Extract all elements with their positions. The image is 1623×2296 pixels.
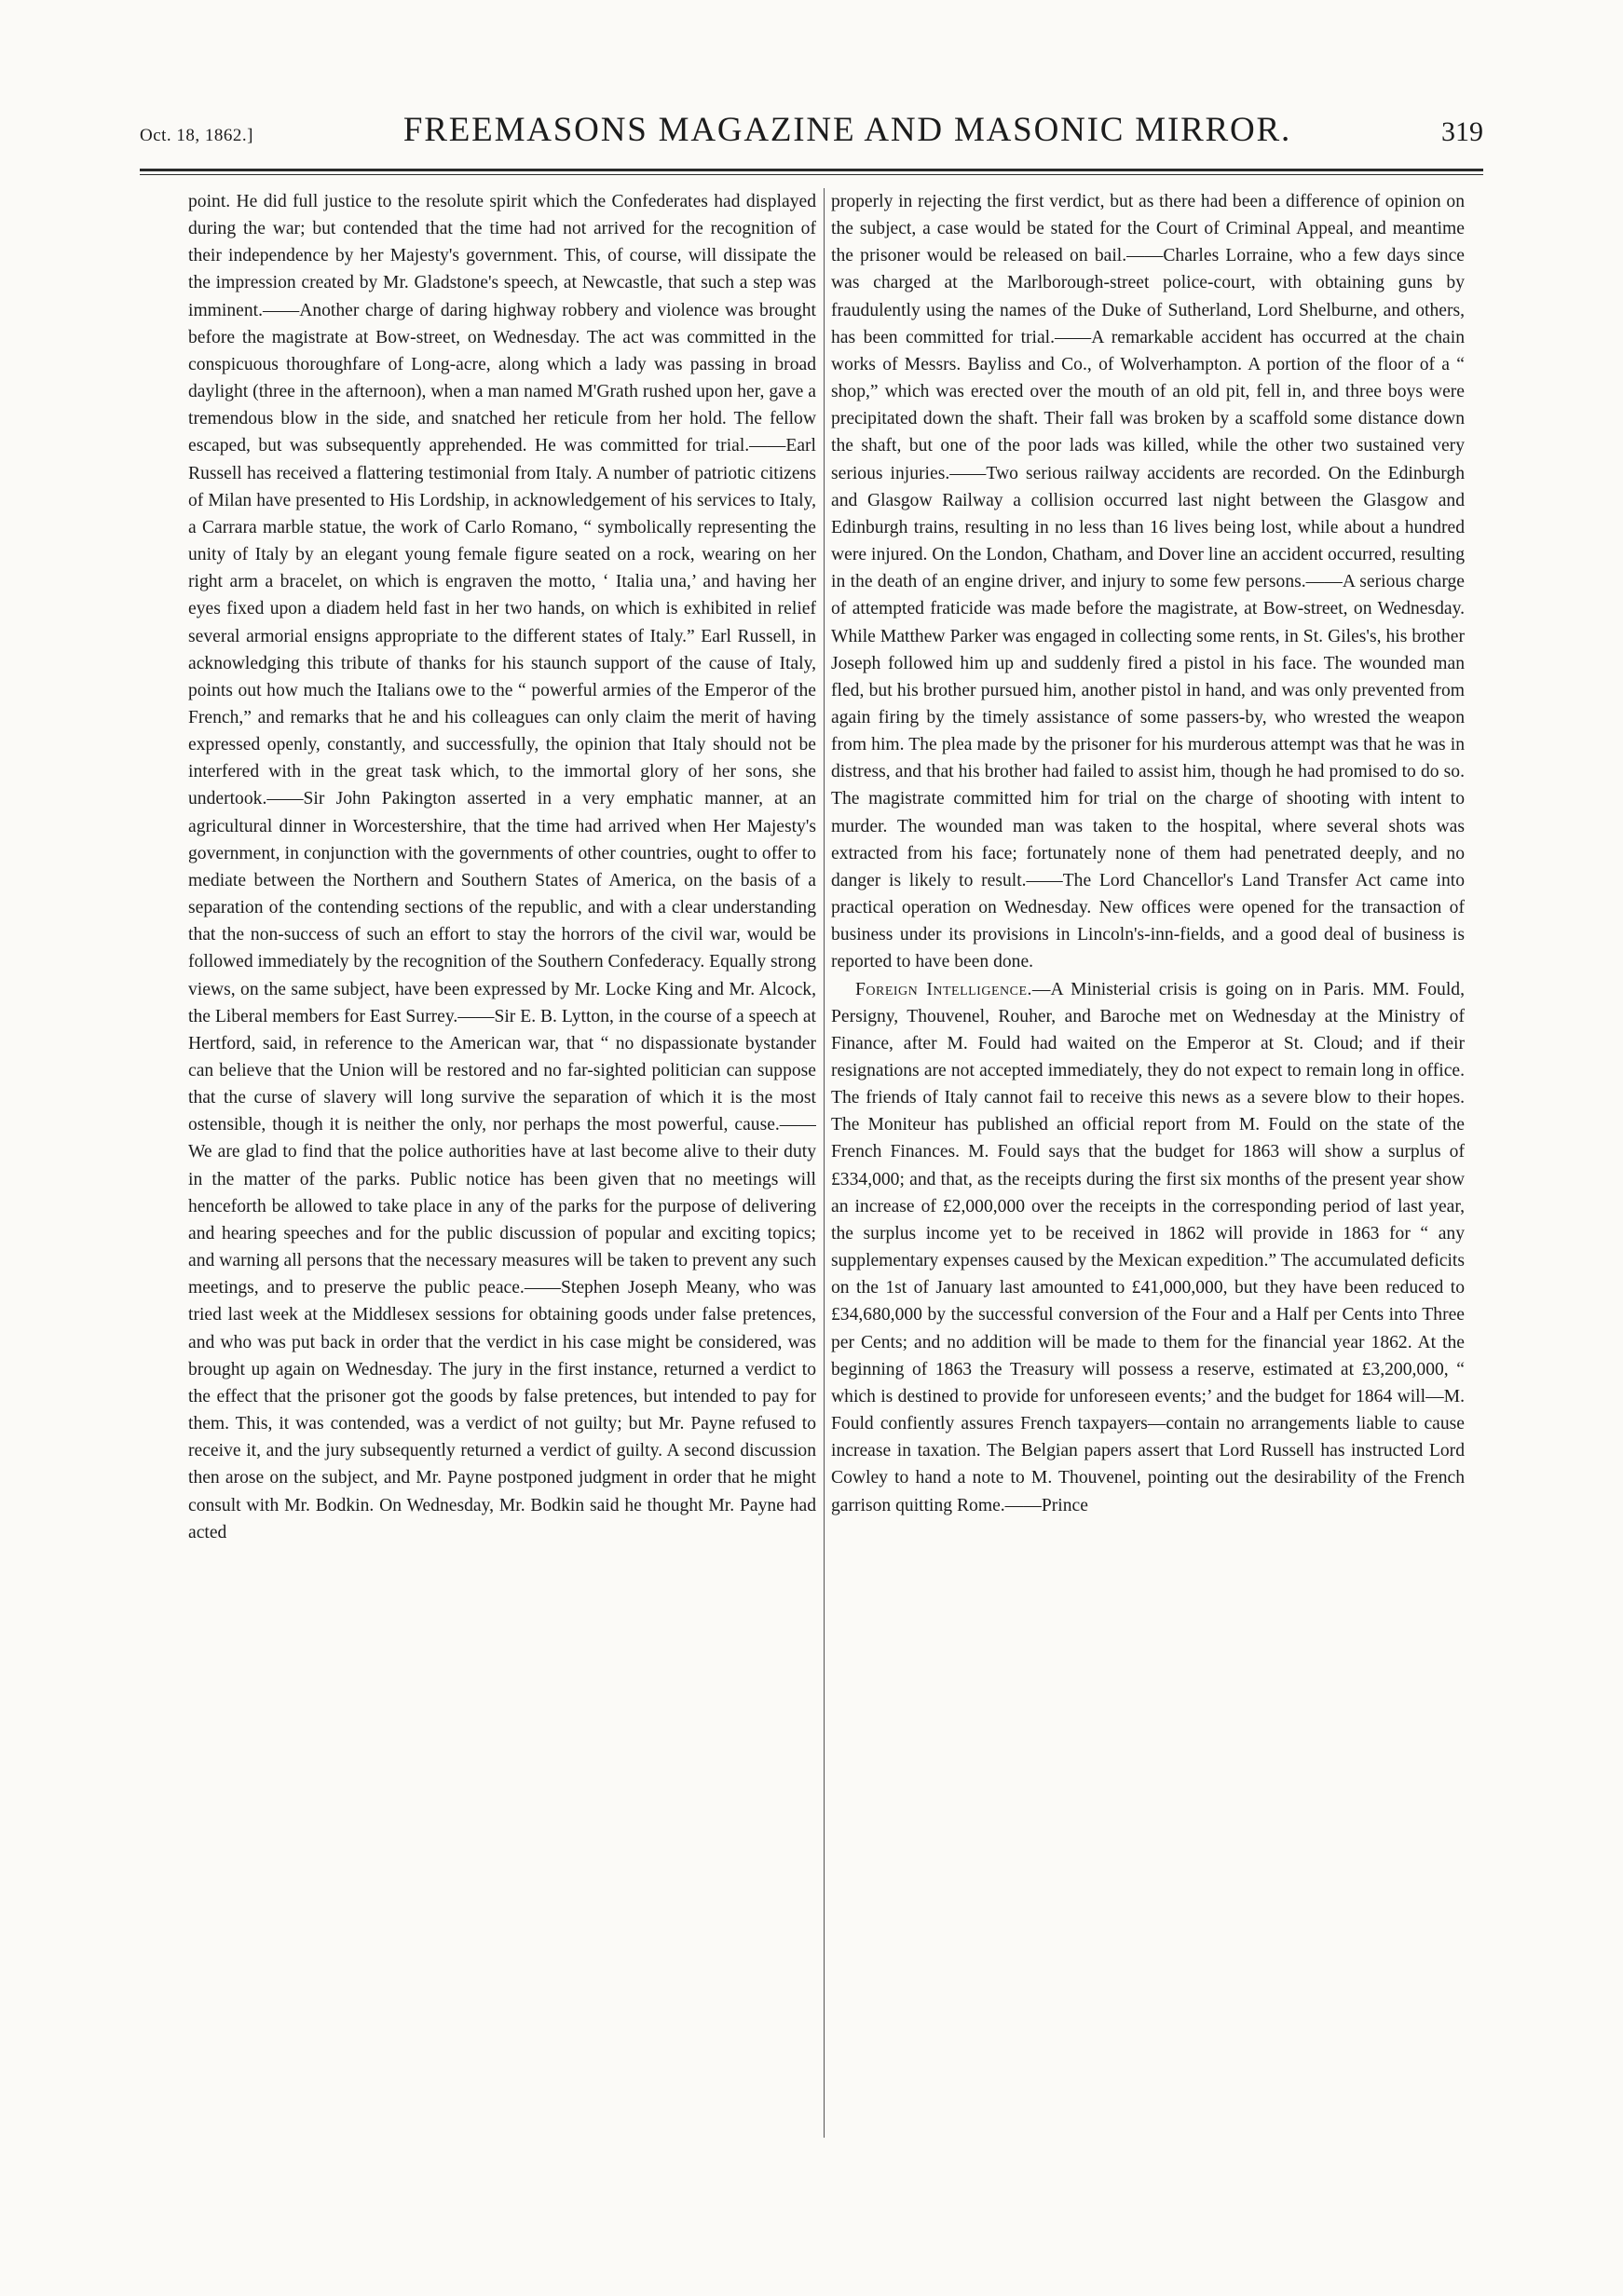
running-head bbox=[140, 110, 1483, 160]
magazine-title: FREEMASONS MAGAZINE AND MASONIC MIRROR. bbox=[402, 111, 1292, 149]
issue-date: Oct. 18, 1862.] bbox=[140, 126, 254, 145]
page-number: 319 bbox=[1441, 116, 1483, 147]
header-rule-thick bbox=[140, 169, 1483, 171]
foreign-intelligence-paragraph bbox=[831, 976, 1465, 1519]
right-column-paragraph: properly in rejecting the first verdict, but as there had been a difference of opinion on the subject, a case would be stated for the Court of Criminal Appeal, and meantime the prisoner would be released on bail.——Charles Lorraine, who a few days since was charged at the Marlborough-street police-court, with obtaining guns by fraudulently using the names of the Duke of Sutherland, Lord Shelburne, and others, has been committed for trial.——A remarkable accident has occurred at the chain works of Messrs. Bayliss and Co., of Wolverhampton. A portion of the floor of a “ shop,” which was erected over the mouth of an old pit, fell in, and three boys were precipitated down the shaft. Their fall was broken by a scaffold some distance down the shaft, but one of the poor lads was killed, while the other two sustained very serious injuries.——Two serious railway accidents are recorded. On the Edinburgh and Glasgow Railway a collision occurred last night between the Glasgow and Edinburgh trains, resulting in no less than 16 lives being lost, while about a hundred were injured. On the London, Chatham, and Dover line an accident occurred, resulting in the death of an engine driver, and injury to some few persons.——A serious charge of attempted fraticide was made before the magistrate, at Bow-street, on Wednesday. While Matthew Parker was engaged in collecting some rents, in St. Giles's, his brother Joseph followed him up and suddenly fired a pistol in his face. The wounded man fled, but his brother pursued him, another pistol in hand, and was only prevented from again firing by the timely assistance of some passers-by, who wrested the weapon from him. The plea made by the prisoner for his murderous attempt was that he was in distress, and that his brother had failed to assist him, though he had promised to do so. The magistrate committed him for trial on the charge of shooting with intent to murder. The wounded man was taken to the hospital, where several shots was extracted from his face; fortunately none of them had penetrated deeply, and no danger is likely to result.——The Lord Chancellor's Land Transfer Act came into practical operation on Wednesday. New offices were opened for the transaction of business under its provisions in Lincoln's-inn-fields, and a good deal of business is reported to have been done. bbox=[831, 192, 1465, 972]
section-heading-foreign-intelligence: Foreign Intelligence. bbox=[855, 979, 1032, 999]
column-divider bbox=[824, 188, 825, 2138]
header-rule-thin bbox=[140, 174, 1483, 175]
left-column-paragraph: point. He did full justice to the resolute spirit which the Confederates had displayed during the war; but contended that the time had not arrived for the recognition of their independence by her Majesty's government. This, of course, will dissipate the the impression created by Mr. Gladstone's speech, at Newcastle, that such a step was imminent.——Another charge of daring highway robbery and violence was brought before the magistrate at Bow-street, on Wednesday. The act was committed in the conspicuous thoroughfare of Long-acre, along which a lady was passing in broad daylight (three in the afternoon), when a man named M'Grath rushed upon her, gave a tremendous blow in the side, and snatched her reticule from her hold. The fellow escaped, but was subsequently apprehended. He was committed for trial.——Earl Russell has received a flattering testimonial from Italy. A number of patriotic citizens of Milan have presented to His Lordship, in acknowledgement of his services to Italy, a Carrara marble statue, the work of Carlo Romano, “ symbolically representing the unity of Italy by an elegant young female figure seated on a rock, wearing on her right arm a bracelet, on which is engraven the motto, ‘ Italia una,’ and having her eyes fixed upon a diadem held fast in her two hands, on which is exhibited in relief several armorial ensigns appropriate to the different states of Italy.” Earl Russell, in acknowledging this tribute of thanks for his staunch support of the cause of Italy, points out how much the Italians owe to the “ powerful armies of the Emperor of the French,” and remarks that he and his colleagues can only claim the merit of having expressed openly, constantly, and successfully, the opinion that Italy should not be interfered with in the great task which, to the immortal glory of her sons, she undertook.——Sir John Pakington asserted in a very emphatic manner, at an agricultural dinner in Worcestershire, that the time had arrived when Her Majesty's government, in conjunction with the governments of other countries, ought to offer to mediate between the Northern and Southern States of America, on the basis of a separation of the contending sections of the republic, and with a clear understanding that the non-success of such an effort to stay the horrors of the civil war, would be followed immediately by the recognition of the Southern Confederacy. Equally strong views, on the same subject, have been expressed by Mr. Locke King and Mr. Alcock, the Liberal members for East Surrey.——Sir E. B. Lytton, in the course of a speech at Hertford, said, in reference to the American war, that “ no dispassionate bystander can believe that the Union will be restored and no far-sighted politician can suppose that the curse of slavery will long survive the separation of which it is the most ostensible, though it is neither the only, nor perhaps the most powerful, cause.——We are glad to find that the police authorities have at last become alive to their duty in the matter of the parks. Public notice has been given that no meetings will henceforth be allowed to take place in any of the parks for the purpose of delivering and hearing speeches and for the public discussion of popular and exciting topics; and warning all persons that the necessary measures will be taken to prevent any such meetings, and to preserve the public peace.——Stephen Joseph Meany, who was tried last week at the Middlesex sessions for obtaining goods under false pretences, and who was put back in order that the verdict in his case might be considered, was brought up again on Wednesday. The jury in the first instance, returned a verdict to the effect that the prisoner got the goods by false pretences, but intended to pay for them. This, it was contended, was a verdict of not guilty; but Mr. Payne refused to receive it, and the jury subsequently returned a verdict of guilty. A second discussion then arose on the subject, and Mr. Payne postponed judgment in order that he might consult with Mr. Bodkin. On Wednesday, Mr. Bodkin said he thought Mr. Payne had acted bbox=[188, 192, 816, 1542]
right-column bbox=[831, 188, 1465, 2147]
left-column bbox=[188, 188, 816, 2147]
foreign-intelligence-text: —A Ministerial crisis is going on in Paris. MM. Fould, Persigny, Thouvenel, Rouher, and Baroche met on Wednesday at the Ministry of Finance, after M. Fould had waited on the Emperor at St. Cloud; and if their resignations are not accepted immediately, they do not expect to remain long in office. The friends of Italy cannot fail to receive this news as a severe blow to their hopes. The Moniteur has published an official report from M. Fould on the state of the French Finances. M. Fould says that the budget for 1863 will show a surplus of £334,000; and that, as the receipts during the first six months of the present year show an increase of £2,000,000 over the receipts in the corresponding period of last year, the surplus income yet to be received in 1862 will provide in 1863 for “ any supplementary expenses caused by the Mexican expedition.” The accumulated deficits on the 1st of January last amounted to £41,000,000, but they have been reduced to £34,680,000 by the successful conversion of the Four and a Half per Cents into Three per Cents; and no addition will be made to them for the financial year 1862. At the beginning of 1863 the Treasury will possess a reserve, estimated at £3,200,000, “ which is destined to provide for unforeseen events;’ and the budget for 1864 will—M. Fould confiently assures French taxpayers—contain no arrangements liable to cause increase in taxation. The Belgian papers assert that Lord Russell has instructed Lord Cowley to hand a note to M. Thouvenel, pointing out the desirability of the French garrison quitting Rome.——Prince bbox=[831, 979, 1465, 1515]
